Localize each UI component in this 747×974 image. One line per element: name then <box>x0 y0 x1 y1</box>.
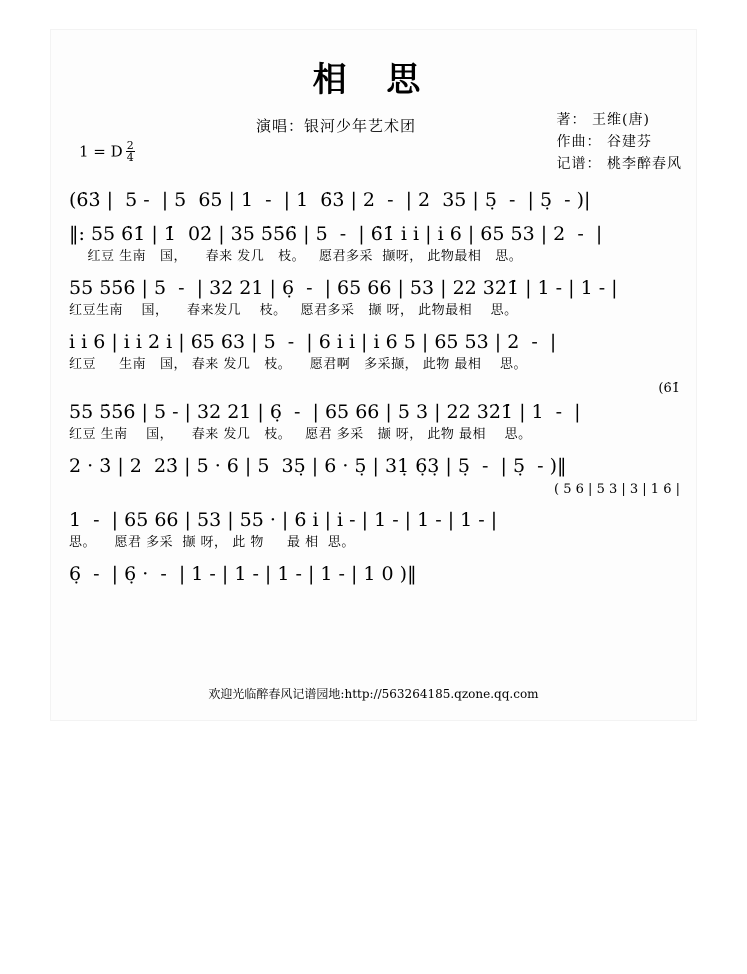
notation-line: i i 6 | i i 2 i | 65 63 | 5 - | 6 i i | i 6 5 | 65 53 | 2 - | <box>69 331 557 353</box>
notation-line: 55 5̇5̇6̇ | 5 - | 32 21 | 6̣ - | 65 66 | 53 | 22 32̇1̇ | 1 - | 1 - | <box>69 277 618 299</box>
ornament-bracket-secondary: ( 5 6 | 5 3 | 3 | 1 6̇ | <box>554 482 680 497</box>
transcriber-credit: 记谱： 桃李醉春风 <box>556 156 682 172</box>
authorship-credits <box>557 109 682 175</box>
lyrics-line: 红豆 生南 国， 春来 发几 枝。 愿君啊 多采撷， 此物 最相 思。 <box>69 357 527 372</box>
lyrics-line: 红豆 生南 国， 春来 发几 枝。 愿君多采 撷呀， 此物最相 思。 <box>69 249 523 264</box>
page-title: 相 思 <box>312 60 435 100</box>
lyrics-line: 红豆生南 国， 春来发几 枝。 愿君多采 撷 呀， 此物最相 思。 <box>69 303 518 318</box>
notation-line: 1 - | 65 66 | 53 | 55 · | 6̇ i | i - | 1 - | 1 - | 1 - | <box>69 509 498 531</box>
system-row <box>69 273 680 321</box>
system-row <box>69 559 680 589</box>
system-row <box>69 219 680 267</box>
system-row <box>69 451 680 499</box>
notation-line: (6̇3̇ | 5 - | 5 65 | 1 - | 1 6̇3̇ | 2 - | 2 35 | 5̣ - | 5̣ - )| <box>69 189 591 211</box>
time-signature-denominator: 4 <box>126 151 134 164</box>
notation-line: 6̣ - | 6̣ · - | 1 - | 1 - | 1 - | 1 - | 1 0 )‖ <box>69 563 417 585</box>
notation-line: 2 · 3̇ | 2 23̇ | 5 · 6 | 5 35̣ | 6 · 5̣ | 31̣ 6̣3̣ | 5̣ - | 5̣ - )‖ <box>69 455 567 477</box>
credits-block <box>51 107 696 179</box>
system-row <box>69 327 680 375</box>
lyrics-line: 红豆 生南 国， 春来 发几 枝。 愿君 多采 撷 呀， 此物 最相 思。 <box>69 427 532 442</box>
composer-credit: 作曲： 谷建芬 <box>556 134 652 150</box>
footer-note: 欢迎光临醉春风记谱园地:http://563264185.qzone.qq.com <box>208 687 539 701</box>
sheet-music-page <box>51 30 696 720</box>
performer-credit: 演唱：银河少年艺术团 <box>256 117 417 135</box>
lyrics-line: 思。 愿君 多采 撷 呀， 此 物 最 相 思。 <box>69 535 355 550</box>
staff-systems <box>51 185 696 589</box>
notation-line: 55 5̇5̇6̇ | 5 - | 32 21 | 6̣ - | 65 66 | 5 3 | 22 32̇1̇ | 1 - | <box>69 401 581 423</box>
lyricist-credit: 著： 王维(唐) <box>556 112 650 128</box>
time-signature <box>126 140 135 163</box>
system-row <box>69 185 680 215</box>
system-row <box>69 505 680 553</box>
key-signature <box>79 141 135 164</box>
system-row <box>69 381 680 445</box>
time-signature-numerator: 2 <box>126 139 134 152</box>
key-label: 1 = D <box>79 142 123 161</box>
notation-line: ‖: 55 6̇1̇ | 1̇ 02̇ | 35 5̇5̇6̇ | 5 - | 6̇1̇ i i | i 6 | 65 53 | 2 - | <box>69 223 603 245</box>
ornament-bracket: (6̇1̇ <box>658 381 680 396</box>
